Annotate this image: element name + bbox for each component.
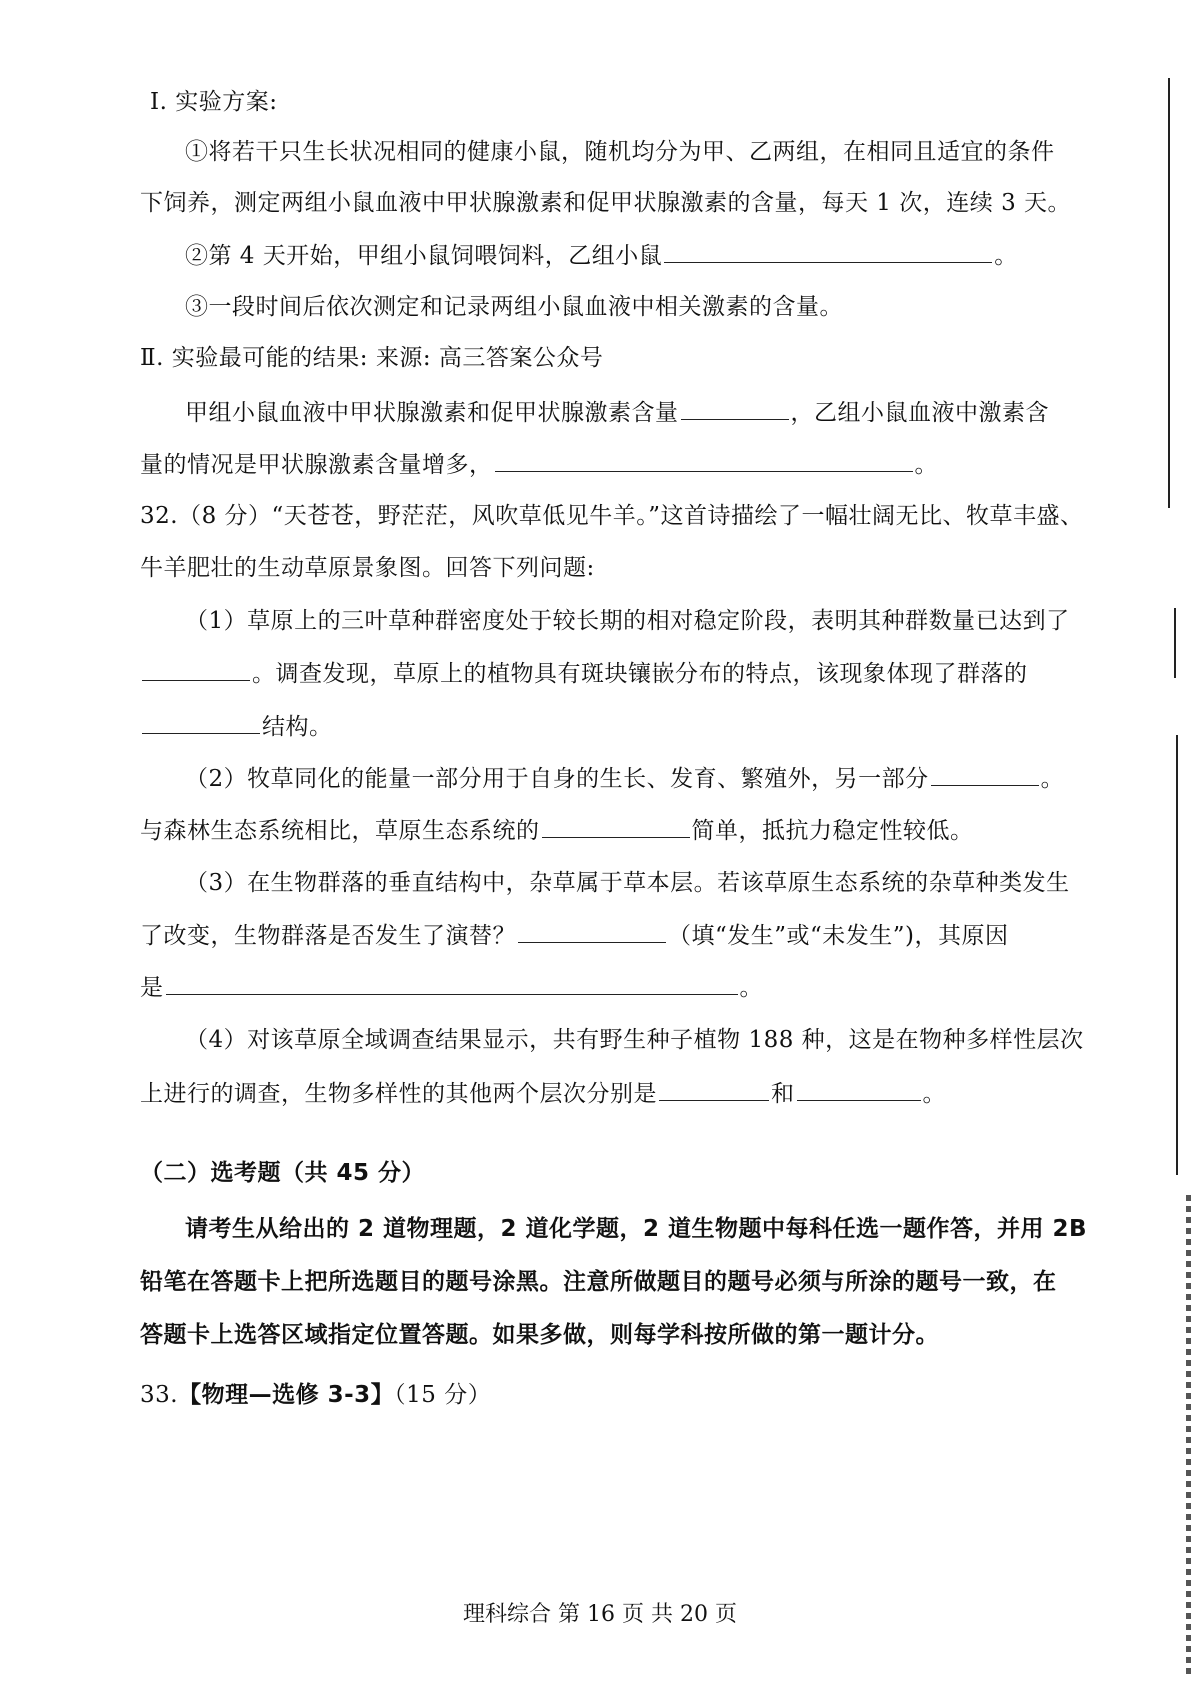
question-32-line-2: 牛羊肥壮的生动草原景象图。回答下列问题: (140, 555, 595, 581)
q32-part2-line-1 (185, 763, 1064, 794)
answer-blank-7[interactable] (542, 815, 690, 838)
q32-part2-text: （2）牧草同化的能量一部分用于自身的生长、发育、繁殖外，另一部分 (185, 766, 929, 792)
answer-blank-3[interactable] (495, 449, 913, 472)
question-33-line (140, 1380, 491, 1410)
q32-part2-line-2 (140, 815, 974, 846)
result-text-3: 量的情况是甲状腺激素含量增多， (140, 452, 493, 478)
elective-heading: （二）选考题（共 45 分） (140, 1160, 426, 1186)
step-2-end: 。 (994, 243, 1018, 269)
scan-edge-line-1 (1168, 78, 1170, 508)
question-32-line-1: 32.（8 分）“天苍苍，野茫茫，风吹草低见牛羊。”这首诗描绘了一幅壮阔无比、牧草丰盛、 (140, 503, 1084, 529)
q32-part4-and: 和 (771, 1081, 795, 1107)
result-end: 。 (914, 452, 938, 478)
scan-edge-line-2 (1174, 608, 1176, 678)
answer-blank-10[interactable] (659, 1078, 769, 1101)
q32-part4-line-2 (140, 1078, 946, 1109)
step-1-line-1: ①将若干只生长状况相同的健康小鼠，随机均分为甲、乙两组，在相同且适宜的条件 (185, 139, 1055, 165)
q32-part1-text: 。调查发现，草原上的植物具有斑块镶嵌分布的特点，该现象体现了群落的 (252, 661, 1028, 687)
q32-part4-text: 上进行的调查，生物多样性的其他两个层次分别是 (140, 1081, 657, 1107)
page-footer: 理科综合 第 16 页 共 20 页 (463, 1602, 737, 1627)
answer-blank-1[interactable] (664, 240, 992, 263)
elective-instruction-line-3: 答题卡上选答区域指定位置答题。如果多做，则每学科按所做的第一题计分。 (140, 1322, 939, 1348)
q32-part2-text-2: 与森林生态系统相比，草原生态系统的 (140, 818, 540, 844)
step-3-line: ③一段时间后依次测定和记录两组小鼠血液中相关激素的含量。 (185, 294, 843, 320)
q32-part3-text: 了改变，生物群落是否发生了演替？ (140, 923, 516, 949)
step-2-line (185, 240, 1018, 271)
q32-part3-end: 。 (739, 975, 763, 1001)
question-33-points: （15 分） (394, 1382, 492, 1408)
question-33-number: 33. (140, 1382, 179, 1408)
q32-part1-line-1: （1）草原上的三叶草种群密度处于较长期的相对稳定阶段，表明其种群数量已达到了 (185, 608, 1070, 634)
scan-edge-line-3 (1176, 735, 1178, 1175)
q32-part4-line-1: （4）对该草原全域调查结果显示，共有野生种子植物 188 种，这是在物种多样性层次 (185, 1027, 1084, 1053)
step-2-text: ②第 4 天开始，甲组小鼠饲喂饲料，乙组小鼠 (185, 243, 663, 269)
q32-part1-end: 结构。 (262, 714, 333, 740)
result-text-1: 甲组小鼠血液中甲状腺激素和促甲状腺激素含量 (185, 400, 679, 426)
q32-part3-line-2 (140, 920, 1009, 951)
answer-blank-8[interactable] (518, 920, 666, 943)
q32-part4-end: 。 (922, 1081, 946, 1107)
result-line-2 (140, 449, 938, 480)
answer-blank-5[interactable] (142, 711, 260, 734)
section-1-heading: Ⅰ. 实验方案: (150, 89, 278, 115)
q32-part3-text-3: 是 (140, 975, 164, 1001)
answer-blank-6[interactable] (931, 763, 1039, 786)
answer-blank-9[interactable] (166, 972, 738, 995)
q32-part2-text-3: 简单，抵抗力稳定性较低。 (691, 818, 974, 844)
question-33-title: 【物理—选修 3-3】 (178, 1382, 395, 1408)
section-2-heading: Ⅱ. 实验最可能的结果: 来源: 高三答案公众号 (140, 345, 604, 371)
q32-part3-text-2: （填“发生”或“未发生”)，其原因 (668, 923, 1009, 949)
scan-dashed-margin (1186, 1195, 1191, 1675)
step-1-line-2: 下饲养，测定两组小鼠血液中甲状腺激素和促甲状腺激素的含量，每天 1 次，连续 3 天。 (140, 190, 1072, 216)
elective-instruction-line-1: 请考生从给出的 2 道物理题，2 道化学题，2 道生物题中每科任选一题作答，并用 2B (185, 1216, 1088, 1242)
result-line-1 (185, 397, 1049, 428)
answer-blank-4[interactable] (142, 658, 250, 681)
q32-part3-line-3 (140, 972, 763, 1003)
q32-part1-line-2 (140, 658, 1028, 689)
q32-part2-end: 。 (1040, 766, 1065, 792)
q32-part1-line-3 (140, 711, 333, 742)
result-text-2: ，乙组小鼠血液中激素含 (790, 400, 1049, 426)
answer-blank-2[interactable] (681, 397, 789, 420)
q32-part3-line-1: （3）在生物群落的垂直结构中，杂草属于草本层。若该草原生态系统的杂草种类发生 (185, 870, 1070, 896)
elective-instruction-line-2: 铅笔在答题卡上把所选题目的题号涂黑。注意所做题目的题号必须与所涂的题号一致，在 (140, 1269, 1057, 1295)
answer-blank-11[interactable] (797, 1078, 921, 1101)
